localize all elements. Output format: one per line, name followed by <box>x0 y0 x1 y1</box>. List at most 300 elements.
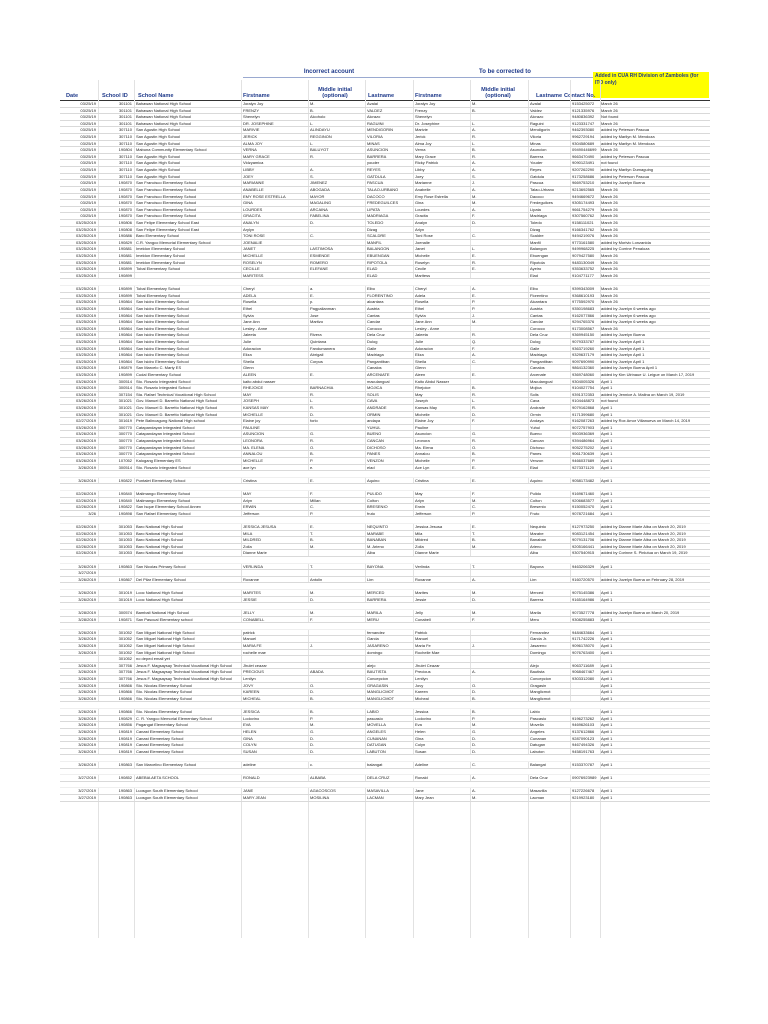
date-cell: 03/25/19 <box>80 127 96 133</box>
school-name-cell: Luosgon South Elementary School <box>136 788 198 794</box>
school-id-cell: 190881 <box>118 246 132 252</box>
lastname-cell: Dizag <box>367 226 378 232</box>
school-name-cell: Baro National High School <box>136 524 183 529</box>
middle-initial-cell: L. <box>310 140 314 146</box>
firstname-cell: GINA <box>243 200 253 206</box>
firstname-cell: JOSEPH <box>243 398 260 404</box>
firstname-corrected-cell: Sheila <box>415 358 427 364</box>
firstname-cell: MARY JEAN <box>243 794 266 800</box>
remarks-cell: March 26 <box>601 101 618 106</box>
middle-initial-cell: c. <box>310 761 314 767</box>
lastname-cell: MANGLICMOT <box>367 689 395 695</box>
firstname-corrected-cell: Jerick <box>415 134 426 140</box>
date-cell: 02/26/2019 <box>75 490 96 496</box>
contact-no-cell: 9363719260 <box>572 345 595 351</box>
remarks-cell: April 1 <box>601 451 613 457</box>
table-row <box>60 749 710 756</box>
school-id-cell: 190866 <box>118 689 132 695</box>
table-row <box>60 438 710 445</box>
lastname-cell: Aquino <box>367 477 380 483</box>
firstname-cell: Zoila <box>243 543 252 549</box>
contact-no-cell: 9466037689 <box>572 457 595 463</box>
lastname-cell: FREDEGUILCES <box>367 200 399 206</box>
school-id-cell: 190899 <box>118 371 132 377</box>
table-row <box>60 504 710 511</box>
remarks-cell: April 1 <box>601 676 613 682</box>
date-cell: 3/27/2019 <box>78 570 96 576</box>
middle-initial-corrected-cell: C. <box>472 358 476 364</box>
contact-no-cell: 9480836392 <box>572 114 595 120</box>
contact-no-cell: 9308255883 <box>572 616 595 622</box>
firstname-cell: patrick <box>243 629 255 635</box>
firstname-cell: Sheila <box>243 358 255 364</box>
middle-initial-corrected-cell: M. <box>472 193 477 199</box>
date-cell: 03/25/19 <box>80 153 96 159</box>
date-cell: 03/25/2019 <box>75 253 96 259</box>
table-row <box>60 359 710 366</box>
table-row <box>60 220 710 227</box>
date-cell: 03/25/19 <box>80 140 96 146</box>
school-name-cell: San Agustin High School <box>136 134 181 140</box>
middle-initial-cell: forlo <box>310 418 318 424</box>
date-cell: 3/28/2019 <box>78 616 96 622</box>
firstname-corrected-cell: Pauline <box>415 424 429 430</box>
remarks-cell: added by Juvelyn 6 weeks ago <box>601 305 656 311</box>
table-row <box>60 332 710 339</box>
middle-initial-cell: B. <box>310 107 314 113</box>
lastname-corrected-cell: Barrera <box>530 153 544 159</box>
middle-initial-corrected-cell: M. <box>472 794 477 800</box>
remarks-cell: April 1 <box>601 629 613 635</box>
school-name-cell: Bambali National High School <box>136 609 189 615</box>
middle-initial-corrected-cell: F. <box>472 490 476 496</box>
contact-no-cell: 9494219076 <box>572 233 595 239</box>
firstname-corrected-cell: Joenalie <box>415 239 430 245</box>
middle-initial-cell: MAGALING <box>310 200 332 206</box>
lastname-cell: MARILA <box>367 609 382 615</box>
lastname-cell: ANDRADE <box>367 405 387 411</box>
middle-initial-corrected-cell: D. <box>472 689 476 695</box>
col-middle-initial: Middle initial (optional) <box>318 87 352 99</box>
middle-initial-cell: E. <box>310 292 314 298</box>
school-name-cell: San Miguel National High School <box>136 649 195 655</box>
middle-initial-cell: Alcoholo <box>310 114 326 120</box>
lastname-corrected-cell: Cantas <box>530 312 543 318</box>
middle-initial-cell: M. <box>310 609 315 615</box>
school-name-cell: Baro National High School <box>136 550 183 556</box>
date-cell: 03/25/19 <box>80 186 96 192</box>
school-name-cell: Catapandayan Integrated School <box>136 431 195 437</box>
lastname-corrected-cell: Bueno <box>530 431 542 437</box>
date-cell: 03/25/2019 <box>75 233 96 239</box>
firstname-corrected-cell: Maria Fe <box>415 642 431 648</box>
lastname-cell: ASUNCION <box>367 147 389 153</box>
middle-initial-cell: B. <box>310 451 314 457</box>
remarks-cell: added by Rox Amor Villanueva on March 14, 2019 <box>601 418 691 424</box>
school-name-cell: Sto. Nicolas Elementary School <box>136 695 193 701</box>
middle-initial-cell: D. <box>310 596 314 602</box>
lastname-cell: RAGUINI <box>367 120 384 126</box>
contact-no-cell: 9097690990 <box>572 358 595 364</box>
school-name-cell: San Felipe Elementary School East <box>136 226 199 232</box>
firstname-cell: ANALYN <box>243 219 259 225</box>
date-cell: 02/26/2019 <box>75 524 96 529</box>
contact-no-cell: 9096178070 <box>572 642 595 648</box>
remarks-cell: April 1 <box>601 431 613 437</box>
lastname-cell: LACMAN <box>367 794 384 800</box>
firstname-cell: PAULINE <box>243 424 260 430</box>
lastname-corrected-cell: Scaldre <box>530 233 544 239</box>
contact-no-cell: 9369748060 <box>572 371 595 377</box>
firstname-cell: VERNA <box>243 147 257 153</box>
lastname-corrected-cell: Panes <box>530 451 542 457</box>
school-name-cell: San Isidro Elementary School <box>136 305 189 311</box>
lastname-corrected-cell: Aquino <box>530 477 543 483</box>
firstname-cell: Lodovino <box>243 715 260 721</box>
firstname-corrected-cell: Ronald <box>415 775 428 781</box>
contact-no-cell: 9137612866 <box>572 728 595 734</box>
contact-no-cell: 9075145386 <box>572 590 595 596</box>
middle-initial-corrected-cell: D. <box>472 748 476 754</box>
firstname-corrected-cell: Michelle <box>415 253 430 259</box>
school-name-cell: Canast Elementary School <box>136 748 184 754</box>
middle-initial-corrected-cell: E. <box>472 524 476 529</box>
lastname-cell: CUNANAN <box>367 735 387 741</box>
school-id-cell: 190856 <box>118 722 132 728</box>
lastname-corrected-cell: Cunanan <box>530 735 547 741</box>
lastname-cell: PANES <box>367 451 381 457</box>
table-row <box>60 610 710 617</box>
contact-no-cell: 9058173482 <box>572 477 595 483</box>
school-name-cell: San Agustin High School <box>136 127 181 133</box>
school-name-cell: San Isidro Elementary School <box>136 312 189 318</box>
middle-initial-cell: R. <box>310 153 314 159</box>
school-id-cell: 190881 <box>118 259 132 265</box>
remarks-cell: April 1 <box>601 775 613 781</box>
blank-row <box>60 583 710 590</box>
school-id-cell: 301052 <box>118 649 132 655</box>
middle-initial-corrected-cell: M. <box>472 101 477 106</box>
contact-no-cell: 9079333787 <box>572 338 595 344</box>
firstname-corrected-cell: Helen <box>415 728 426 734</box>
contact-no-cell: 9072757903 <box>572 424 595 430</box>
date-cell: 03/25/19 <box>80 147 96 153</box>
date-cell: 02/26/2019 <box>75 504 96 510</box>
table-row <box>60 385 710 392</box>
date-cell: 3/26/2019 <box>78 596 96 602</box>
firstname-cell: ALMA JOY <box>243 140 263 146</box>
lastname-corrected-cell: Angeles <box>530 728 545 734</box>
table-row <box>60 736 710 743</box>
firstname-corrected-cell: Micheal <box>415 695 429 701</box>
school-id-cell: 301052 <box>118 642 132 648</box>
firstname-cell: LOURDES <box>243 206 263 212</box>
school-id-cell: 301053 <box>118 537 132 543</box>
date-cell: 02/26/2019 <box>75 497 96 503</box>
remarks-cell: added by Morivic Lonzanida <box>601 239 651 245</box>
lastname-corrected-cell: Ripotola <box>530 259 545 265</box>
table-row <box>60 266 710 273</box>
firstname-corrected-cell: Cheryl <box>415 286 427 292</box>
firstname-cell: Jefferson <box>243 510 260 516</box>
firstname-cell: MICHEAL <box>243 695 261 701</box>
table-row <box>60 643 710 650</box>
remarks-cell: added by Juvelyn Buena <box>601 332 645 338</box>
school-id-cell: 190864 <box>118 352 132 358</box>
date-cell: 03/25/2019 <box>75 292 96 298</box>
contact-no-cell: 9503936369 <box>572 431 595 437</box>
contact-no-cell: 9079162868 <box>572 405 595 411</box>
middle-initial-corrected-cell: C. <box>472 504 476 510</box>
contact-no-cell: 9773161580 <box>572 239 595 245</box>
middle-initial-cell: T. <box>310 563 314 569</box>
firstname-corrected-cell: Adoracion <box>415 345 434 351</box>
school-id-cell: 190864 <box>118 358 132 364</box>
middle-initial-cell: L. <box>310 398 314 404</box>
blank-row <box>60 484 710 491</box>
date-cell: 03/26/2019 <box>75 444 96 450</box>
band-underline-left <box>243 77 415 78</box>
school-name-cell: Pete Balincagung National High school <box>136 418 206 424</box>
lastname-corrected-cell: Yuhul <box>530 424 541 430</box>
remarks-cell: March 26 <box>601 107 618 113</box>
date-cell: 03/26/2019 <box>75 431 96 437</box>
middle-initial-corrected-cell: B. <box>472 107 476 113</box>
contact-no-cell: 9173008567 <box>572 325 595 331</box>
firstname-corrected-cell: Joralyn Joy <box>415 101 436 106</box>
table-row <box>60 590 710 597</box>
school-id-cell: 190870 <box>118 206 132 212</box>
firstname-cell: RONALD <box>243 775 260 781</box>
table-row <box>60 160 710 167</box>
contact-no-cell: 9303312080 <box>572 676 595 682</box>
school-name-cell: San Francisco Elementary School <box>136 200 197 206</box>
contact-no-cell: 9304580689 <box>572 140 595 146</box>
school-name-cell: Gov. Manuel D. Barretto National High School <box>136 398 218 404</box>
lastname-cell: DELA CRUZ <box>367 775 390 781</box>
middle-initial-cell: D. <box>310 689 314 695</box>
table-row <box>60 194 710 201</box>
school-name-cell: Del Pilar Elementary School <box>136 576 186 582</box>
middle-initial-corrected-cell: A. <box>472 206 476 212</box>
middle-initial-corrected-cell: A. <box>472 352 476 358</box>
lastname-cell: ELAD <box>367 266 378 272</box>
remarks-cell: added by Peterson Pascua <box>601 153 650 159</box>
lastname-corrected-cell: Fredeguilces <box>530 200 553 206</box>
firstname-cell: MARY GRACE <box>243 153 270 159</box>
firstname-cell: LEONORA <box>243 438 263 444</box>
school-name-cell: Gov. Manuel D. Barretto National High School <box>136 405 218 411</box>
remarks-cell: not found <box>601 398 618 404</box>
lastname-cell: MOVELLA <box>367 722 386 728</box>
firstname-corrected-cell: Gracita <box>415 213 428 219</box>
middle-initial-corrected-cell: R. <box>472 332 476 338</box>
school-id-cell: 190870 <box>118 193 132 199</box>
table-row <box>60 187 710 194</box>
school-name-cell: Catapandayan Integrated School <box>136 451 195 457</box>
middle-initial-corrected-cell: E. <box>472 253 476 259</box>
firstname-cell: MICHELLE <box>243 411 264 417</box>
lastname-cell: YUHUL <box>367 424 381 430</box>
lastname-cell: DATUGAN <box>367 742 387 748</box>
middle-initial-cell: A. <box>310 167 314 173</box>
lastname-corrected-cell: Bresenio <box>530 504 546 510</box>
table-row <box>60 306 710 313</box>
school-name-cell: San Isidro Elementary School <box>136 299 189 305</box>
table-row <box>60 352 710 359</box>
firstname-corrected-cell: Maritess <box>415 272 431 278</box>
table-row <box>60 498 710 505</box>
school-id-cell: 190852 <box>118 775 132 781</box>
firstname-corrected-cell: Shenelyn <box>415 114 432 120</box>
date-cell: 03/25/19 <box>80 134 96 140</box>
remarks-cell: April 1 <box>601 563 613 569</box>
school-name-cell: San Agustin High School <box>136 140 181 146</box>
middle-initial-corrected-cell: L. <box>472 398 476 404</box>
date-cell: 3/26/2019 <box>78 682 96 688</box>
middle-initial-corrected-cell: B. <box>472 147 476 153</box>
firstname-corrected-cell: Janet <box>415 246 425 252</box>
lastname-corrected-cell: Avalal <box>530 101 541 106</box>
firstname-cell: Glenn <box>243 365 254 371</box>
firstname-corrected-cell: Dianne Marie <box>415 550 439 556</box>
school-name-cell: San Felipe Elementary School East <box>136 219 199 225</box>
firstname-cell: ADELA <box>243 292 257 298</box>
firstname-cell: ANABELLE <box>243 186 264 192</box>
firstname-corrected-cell: Jessica <box>415 709 429 715</box>
middle-initial-corrected-cell: A. <box>472 669 476 675</box>
middle-initial-cell: G. <box>310 431 315 437</box>
lastname-corrected-cell: Asuncion <box>530 147 547 153</box>
lastname-cell: Colton <box>367 497 379 503</box>
table-row <box>60 227 710 234</box>
middle-initial-corrected-cell: B. <box>472 709 476 715</box>
lastname-corrected-cell: Meru <box>530 616 540 622</box>
lastname-cell: BAYONA <box>367 563 384 569</box>
school-id-cell: 301101 <box>118 101 132 106</box>
school-name-cell: Imeldon Elementary School <box>136 253 185 259</box>
table-row <box>60 233 710 240</box>
firstname-cell: Cristina <box>243 477 257 483</box>
middle-initial-cell: ESMENDE <box>310 253 330 259</box>
middle-initial-cell: M. <box>310 590 315 596</box>
school-id-cell: 190863 <box>118 788 132 794</box>
school-id-cell: 190866 <box>118 682 132 688</box>
firstname-corrected-cell: Joey <box>415 173 424 179</box>
firstname-cell: MARITESS <box>243 272 264 278</box>
remarks-cell: April 1 <box>601 682 613 688</box>
lastname-corrected-cell: Manfil <box>530 239 541 245</box>
lastname-cell: LIPATA <box>367 206 380 212</box>
school-name-cell: Sto. Nicolas Elementary School <box>136 689 193 695</box>
table-row <box>60 564 710 571</box>
middle-initial-corrected-cell: A. <box>472 160 476 166</box>
firstname-corrected-cell: Adela <box>415 292 426 298</box>
lastname-corrected-cell: Pascasio <box>530 715 547 721</box>
middle-initial-cell: Martizo <box>310 319 324 325</box>
blank-row <box>60 782 710 789</box>
firstname-cell: adeline <box>243 761 256 767</box>
date-cell: 03/26/2019 <box>75 424 96 430</box>
middle-initial-cell: e. <box>310 464 314 470</box>
middle-initial-cell: Jose <box>310 312 319 318</box>
table-row <box>60 319 710 326</box>
blank-row <box>60 623 710 630</box>
table-row <box>60 127 710 134</box>
lastname-corrected-cell: Banaban <box>530 537 547 543</box>
middle-initial-cell: D. <box>310 219 314 225</box>
col-firstname: Firstname <box>243 93 270 99</box>
middle-initial-cell: D. <box>310 735 314 741</box>
middle-initial-corrected-cell: M. <box>472 722 477 728</box>
lastname-corrected-cell: Alcantara <box>530 299 547 305</box>
lastname-cell: alejo <box>367 662 376 668</box>
firstname-corrected-cell: Michelle <box>415 457 430 463</box>
middle-initial-cell: D. <box>310 748 314 754</box>
date-cell: 03/25/19 <box>80 107 96 113</box>
lastname-cell: VILORIA <box>367 134 383 140</box>
remarks-cell: April 1 <box>601 464 613 470</box>
firstname-corrected-cell: Dr. Josephine <box>415 120 440 126</box>
firstname-cell: Adoracion <box>243 345 262 351</box>
firstname-corrected-cell: Jane Ann <box>415 319 432 325</box>
school-name-cell: San Isidro Elementary School <box>136 358 189 364</box>
school-name-cell: San Francisco Elementary School <box>136 206 197 212</box>
lastname-cell: maculangcal <box>367 378 390 384</box>
firstname-corrected-cell: Ma. Elena <box>415 444 434 450</box>
date-cell: 3/26/2019 <box>78 477 96 483</box>
lastname-cell: Lim <box>367 576 374 582</box>
table-row <box>60 213 710 220</box>
middle-initial-corrected-cell: E. <box>472 371 476 377</box>
lastname-corrected-cell: Madriaga <box>530 352 547 358</box>
remarks-cell: April 1 <box>601 642 613 648</box>
firstname-cell: MICHELLE <box>243 457 264 463</box>
school-id-cell: 300770 <box>118 438 132 444</box>
middle-initial-corrected-cell: D. <box>472 735 476 741</box>
lastname-corrected-cell: Gragasin <box>530 682 547 688</box>
table-row <box>60 669 710 676</box>
firstname-corrected-cell: Mildred <box>415 537 429 543</box>
firstname-corrected-cell: Rochelle Mae <box>415 649 440 655</box>
lastname-corrected-cell: Cancan <box>530 438 544 444</box>
table-row <box>60 240 710 247</box>
table-row <box>60 465 710 472</box>
school-name-cell: San Isidro Elementary School <box>136 338 189 344</box>
lastname-corrected-cell: Jasareno <box>530 642 547 648</box>
school-name-cell: San Isidro Elementary School <box>136 345 189 351</box>
remarks-cell: added by Jennice A. Malina on March 19, 2019 <box>601 391 685 397</box>
school-name-cell: Imeldon Elementary School <box>136 246 185 252</box>
contact-no-cell: 9169671460 <box>572 490 595 496</box>
middle-initial-cell: p. <box>310 299 314 305</box>
lastname-corrected-cell: Fruto <box>530 510 540 516</box>
lastname-corrected-cell: Pascua <box>530 180 544 186</box>
incorrect-account-band: Incorrect account <box>303 69 355 75</box>
contact-no-cell: 9329637179 <box>572 352 595 358</box>
contact-no-cell: 9494669672 <box>572 193 595 199</box>
middle-initial-cell: D. <box>310 411 314 417</box>
blank-row <box>60 471 710 478</box>
firstname-corrected-cell: Conabell <box>415 616 431 622</box>
school-id-cell: 307110 <box>118 167 132 173</box>
date-cell: 3/26/2019 <box>78 576 96 582</box>
remarks-cell: added by Marilyn M. Mendoza <box>601 134 655 140</box>
table-row <box>60 617 710 624</box>
contact-no-cell: 9864132360 <box>572 365 595 371</box>
lastname-corrected-cell: Viloria <box>530 134 542 140</box>
school-name-cell: Sto. Rosario Integrated School <box>136 385 191 391</box>
